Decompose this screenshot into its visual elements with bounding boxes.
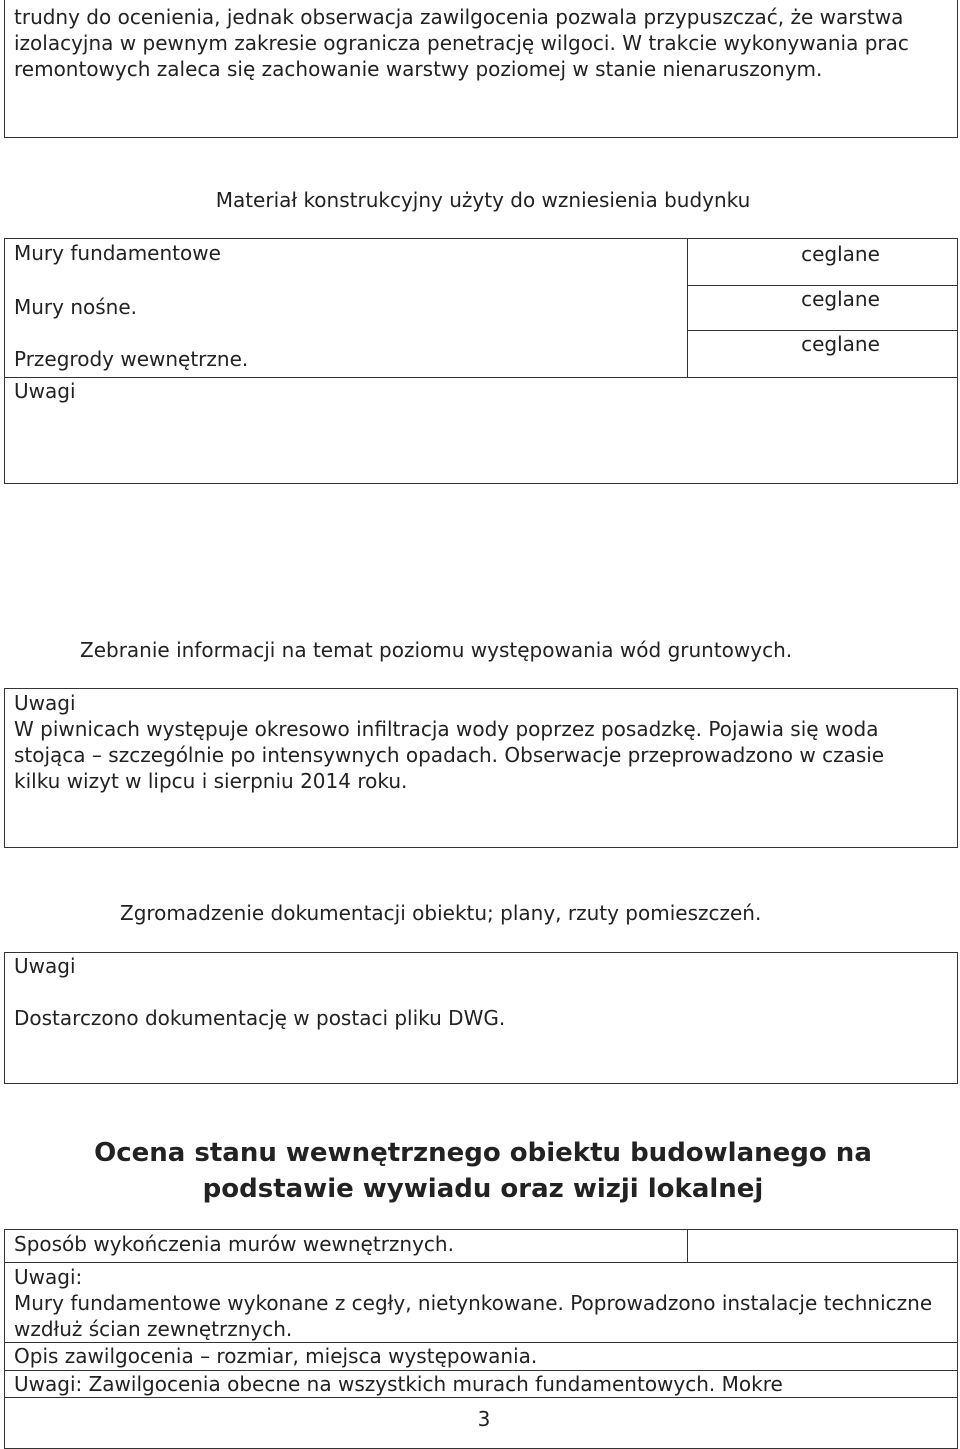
material-row-value: ceglane	[801, 242, 880, 266]
material-row-label: Mury nośne.	[14, 295, 138, 319]
material-row-label: Mury fundamentowe	[14, 241, 221, 265]
page-number: 3	[464, 1406, 504, 1432]
assessment-heading: Ocena stanu wewnętrznego obiektu budowlanego na	[94, 1138, 872, 1168]
top-notes-text: trudny do ocenienia, jednak obserwacja zawilgocenia pozwala przypuszczać, że warstwa izolacyjna w pewnym zakresie ogranicza penetrację wilgoci. W trakcie wykonywania prac remontowych zaleca się zachowanie warstwy poziomej w stanie nienaruszonym.	[14, 5, 909, 81]
assessment-table-divider	[4, 1397, 958, 1398]
material-row-label: Przegrody wewnętrzne.	[14, 347, 249, 371]
material-table-divider	[4, 377, 958, 378]
assessment-table-divider	[4, 1262, 958, 1263]
assessment-table-divider	[687, 1229, 688, 1262]
material-notes-label: Uwagi	[14, 379, 76, 403]
documentation-section-title: Zgromadzenie dokumentacji obiektu; plany, rzuty pomieszczeń.	[120, 901, 762, 925]
assessment-row-text: Uwagi: Mury fundamentowe wykonane z cegły, nietynkowane. Poprowadzono instalacje techniczne wzdłuż ścian zewnętrznych.	[14, 1265, 933, 1341]
assessment-row-text: Uwagi: Zawilgocenia obecne na wszystkich murach fundamentowych. Mokre	[14, 1372, 783, 1396]
material-row-value: ceglane	[801, 332, 880, 356]
material-section-title: Materiał konstrukcyjny użyty do wzniesienia budynku	[215, 188, 751, 212]
material-row-value: ceglane	[801, 287, 880, 311]
groundwater-notes-text: W piwnicach występuje okresowo infiltracja wody poprzez posadzkę. Pojawia się woda stojąca – szczególnie po intensywnych opadach. Obserwacje przeprowadzono w czasie kilku wizyt w lipcu i sierpniu 2014 roku.	[14, 717, 885, 793]
assessment-row-label: Sposób wykończenia murów wewnętrznych.	[14, 1232, 454, 1256]
groundwater-section-title: Zebranie informacji na temat poziomu występowania wód gruntowych.	[80, 638, 793, 662]
groundwater-notes-label: Uwagi	[14, 691, 76, 715]
documentation-notes-text: Dostarczono dokumentację w postaci pliku DWG.	[14, 1006, 506, 1030]
assessment-heading: podstawie wywiadu oraz wizji lokalnej	[202, 1174, 764, 1204]
assessment-row-label: Opis zawilgocenia – rozmiar, miejsca występowania.	[14, 1344, 538, 1368]
documentation-notes-label: Uwagi	[14, 954, 76, 978]
